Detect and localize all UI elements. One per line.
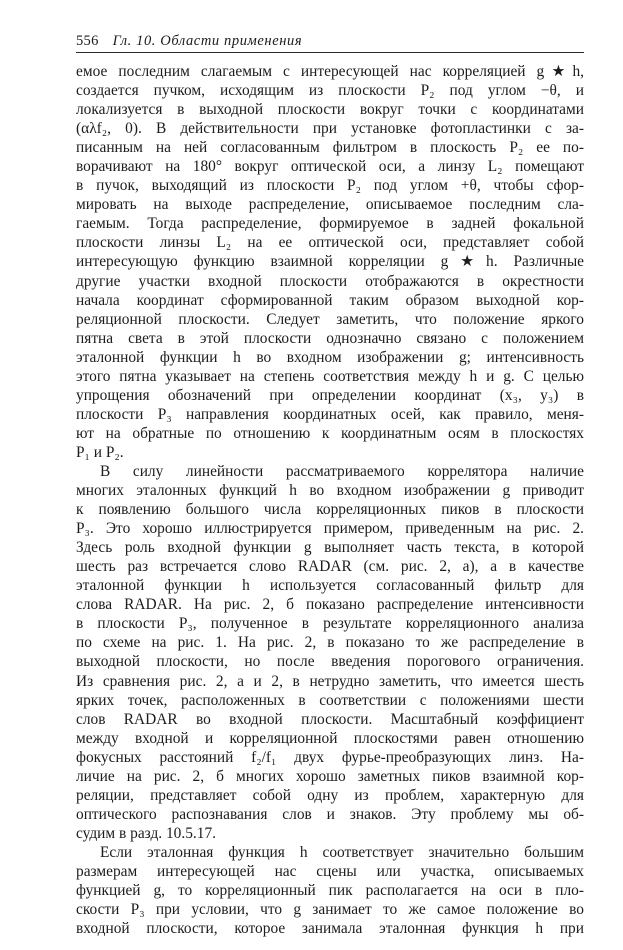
text-line: В силу линейности рассматриваемого коррелятора наличие [100, 462, 584, 480]
text-line: слова RADAR. На рис. 2, б показано распределение интенсивности [76, 596, 584, 614]
text-line: P₃. Это хорошо иллюстрируется примером, приведенным на рис. 2. [76, 520, 584, 538]
text-line: фокусных расстояний f₂/f₁ двух фурье-преобразующих линз. На- [76, 748, 584, 766]
text-line: эталонной функции h используется согласованный фильтр для [76, 577, 584, 595]
text-line: плоскости P₃ направления координатных осей, как правило, меня- [76, 405, 584, 423]
text-line: Здесь роль входной функции g выполняет часть текста, в которой [76, 539, 584, 557]
text-line: создается пучком, исходящим из плоскости P₂ под углом −θ, и [76, 82, 584, 100]
text-line: Если эталонная функция h соответствует значительно большим [100, 843, 584, 861]
text-line: многих эталонных функций h во входном изображении g приводит [76, 482, 584, 500]
text-line: личие на рис. 2, б многих хорошо заметных пиков взаимной кор- [76, 767, 584, 785]
text-line: мировать на выходе распределение, описываемое последним сла- [76, 196, 584, 214]
text-line: начала координат сформированной таким образом выходной кор- [76, 291, 584, 309]
text-line: интересующую функцию взаимной корреляции g★h. Различные [76, 253, 584, 271]
text-line: писанным на ней согласованным фильтром в плоскость P₂ ее по- [76, 139, 584, 157]
body-text [76, 62, 584, 938]
header-rule [76, 52, 584, 53]
text-line: пятна света в этой плоскости однозначно связано с положением [76, 329, 584, 347]
chapter-title: Гл. 10. Области применения [112, 33, 303, 49]
text-line: плоскости линзы L₂ на ее оптической оси, представляет собой [76, 234, 584, 252]
text-line: P₁ и P₂. [76, 443, 124, 461]
text-line: размерам интересующей нас сцены или участка, описываемых [76, 862, 584, 880]
running-head [76, 32, 584, 54]
text-line: эталонной функции h во входном изображении g; интенсивность [76, 348, 584, 366]
text-line: другие участки входной плоскости отображаются в окрестности [76, 272, 584, 290]
text-line: реляции, представляет собой одну из проблем, характерную для [76, 786, 584, 804]
text-line: (αλf₂, 0). В действительности при установке фотопластинки с за- [76, 120, 584, 138]
text-line: к появлению большого числа корреляционных пиков в плоскости [76, 501, 584, 519]
text-line: в плоскости P₃, полученное в результате корреляционного анализа [76, 615, 584, 633]
text-line: оптического распознавания слов и знаков. Эту проблему мы об- [76, 805, 584, 823]
text-line: этого пятна указывает на степень соответствия между h и g. С целью [76, 367, 584, 385]
text-line: Из сравнения рис. 2, а и 2, в нетрудно заметить, что имеется шесть [76, 672, 584, 690]
text-line: по схеме на рис. 1. На рис. 2, в показано то же распределение в [76, 634, 584, 652]
page-number: 556 [76, 33, 99, 49]
text-line: ворачивают на 180° вокруг оптической оси, а линзу L₂ помещают [76, 158, 584, 176]
text-line: шесть раз встречается слово RADAR (см. рис. 2, а), а в качестве [76, 558, 584, 576]
text-line: гаемым. Тогда распределение, формируемое в задней фокальной [76, 215, 584, 233]
text-line: скости P₃ при условии, что g занимает то же самое положение во [76, 901, 584, 919]
text-line: реляционной плоскости. Следует заметить, что положение яркого [76, 310, 584, 328]
text-line: в пучок, выходящий из плоскости P₂ под углом +θ, чтобы сфор- [76, 177, 584, 195]
text-line: емое последним слагаемым с интересующей нас корреляцией g★h, [76, 63, 584, 80]
text-line: между входной и корреляционной плоскостями равен отношению [76, 729, 584, 747]
text-line: функцией g, то корреляционный пик располагается на оси в пло- [76, 882, 584, 900]
text-line: слов RADAR во входной плоскости. Масштабный коэффициент [76, 710, 584, 728]
text-line: входной плоскости, которое занимала эталонная функция h при [76, 920, 584, 938]
text-line: выходной плоскости, но после введения порогового ограничения. [76, 653, 584, 671]
text-line: судим в разд. 10.5.17. [76, 824, 216, 842]
text-line: ярких точек, расположенных в соответствии с положениями шести [76, 691, 584, 709]
text-line: локализуется в выходной плоскости вокруг точки с координатами [76, 101, 584, 119]
text-line: упрощения обозначений при определении координат (x₃, y₃) в [76, 386, 584, 404]
text-line: ют на обратные по отношению к координатным осям в плоскостях [76, 424, 584, 442]
